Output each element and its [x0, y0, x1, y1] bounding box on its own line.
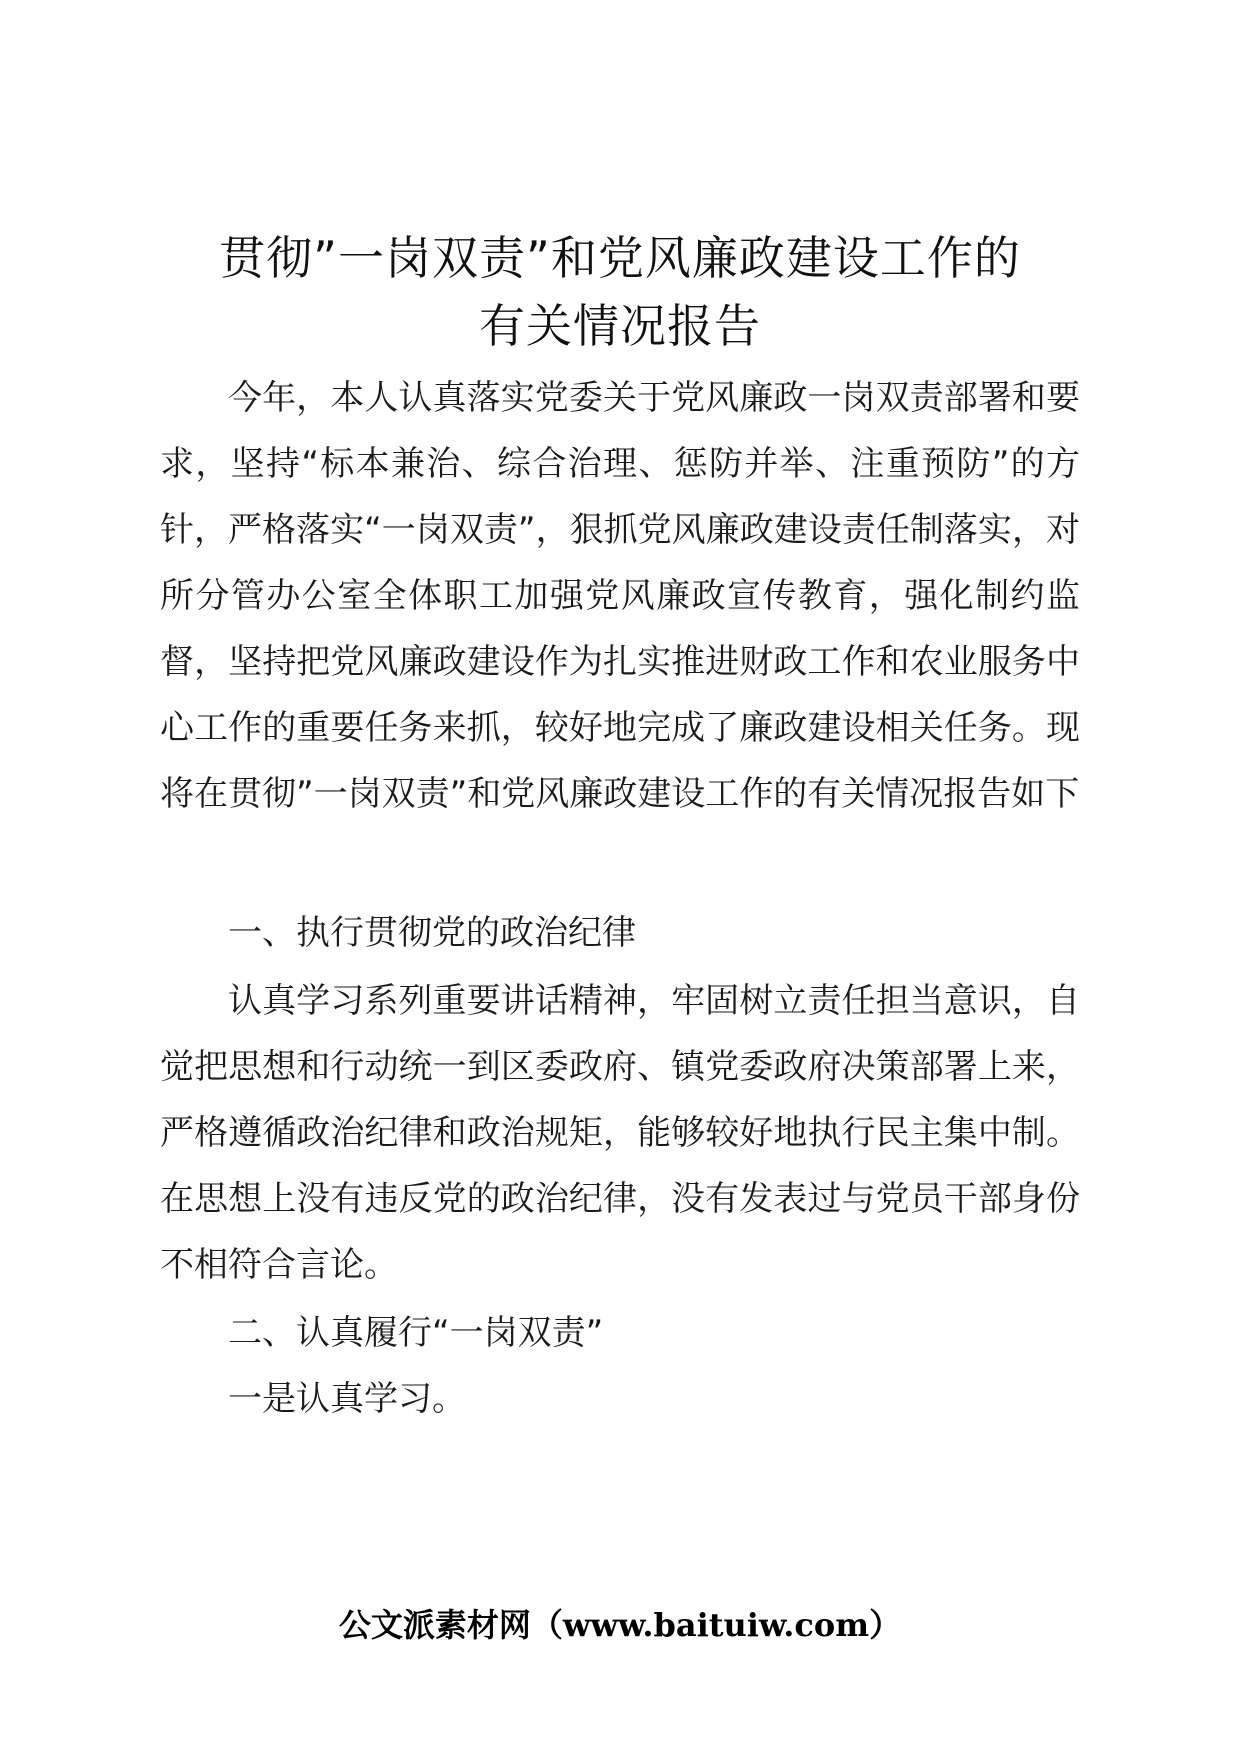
intro-paragraph: 今年，本人认真落实党委关于党风廉政一岗双责部署和要求，坚持“标本兼治、综合治理、惩防并举、注重预防”的方针，严格落实“一岗双责”，狠抓党风廉政建设责任制落实，对所分管办公室全体职工加强党风廉政宣传教育，强化制约监督，坚持把党风廉政建设作为扎实推进财政工作和农业服务中心工作的重要任务来抓，较好地完成了廉政建设相关任务。现将在贯彻”一岗双责”和党风廉政建设工作的有关情况报告如下 [160, 378, 1080, 814]
section-2-paragraph: 一是认真学习。 [228, 1379, 466, 1419]
section-heading-1: 一、执行贯彻党的政治纪律 [228, 913, 636, 953]
footer-source: 公文派素材网（www.baituiw.com） [338, 1606, 902, 1644]
document-title-line-2: 有关情况报告 [479, 299, 761, 353]
section-1-paragraph: 认真学习系列重要讲话精神，牢固树立责任担当意识，自觉把思想和行动统一到区委政府、镇党委政府决策部署上来，严格遵循政治纪律和政治规矩，能够较好地执行民主集中制。在思想上没有违反党的政治纪律，没有发表过与党员干部身份不相符合言论。 [160, 981, 1080, 1285]
section-heading-2: 二、认真履行“一岗双责” [228, 1313, 604, 1353]
document-title-line-1: 贯彻”一岗双责”和党风廉政建设工作的 [219, 231, 1021, 285]
